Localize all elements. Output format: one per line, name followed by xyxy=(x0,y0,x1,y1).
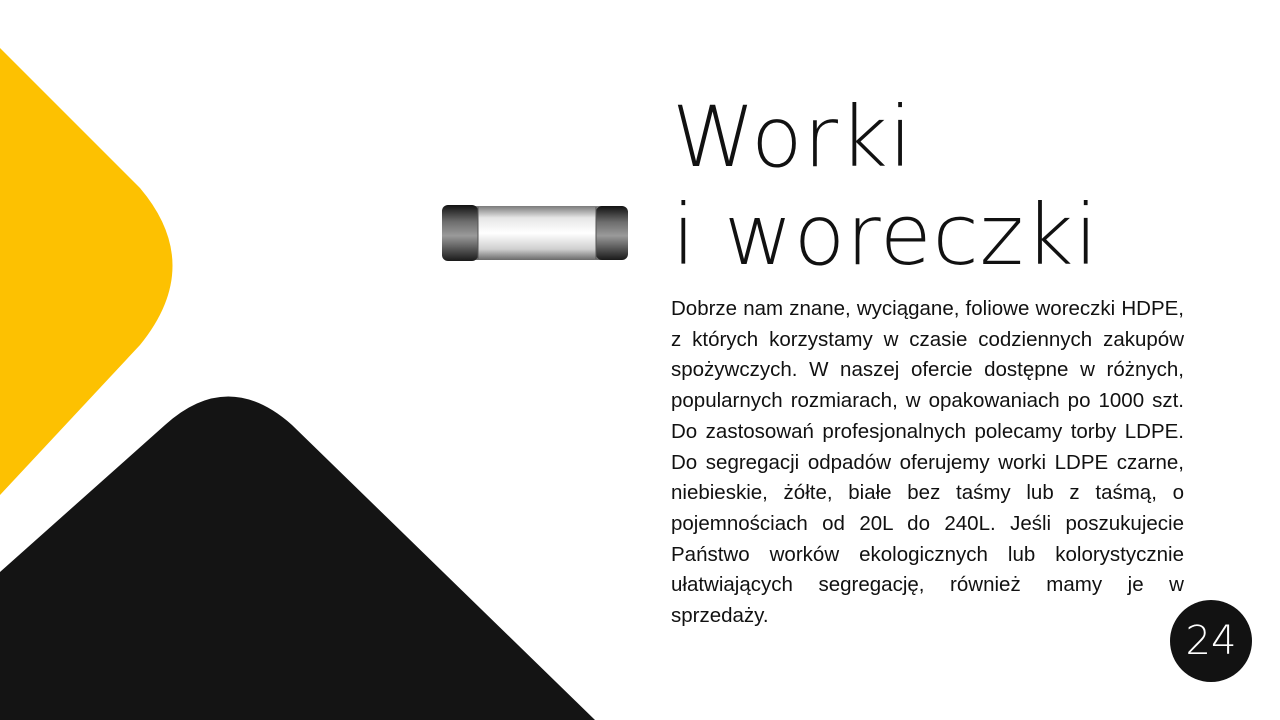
body-paragraph: Dobrze nam znane, wyciągane, foliowe woreczki HDPE, z których korzystamy w czasie codziennych zakupów spożywczych. W naszej ofercie dostępne w różnych, popularnych rozmiarach, w opakowaniach po 1000 szt. Do zastosowań profesjonalnych polecamy torby LDPE. Do segregacji odpadów oferujemy worki LDPE czarne, niebieskie, żółte, białe bez taśmy lub z taśmą, o pojemnościach od 20L do 240L. Jeśli poszukujecie Państwo worków ekologicznych lub kolorystycznie ułatwiających segregację, również mamy je w sprzedaży. xyxy=(671,297,1184,628)
yellow-shape xyxy=(0,48,173,495)
page-number: 24 xyxy=(1185,618,1237,664)
black-shape xyxy=(0,397,595,720)
page-number-badge xyxy=(1170,600,1252,682)
title-line-1: Worki xyxy=(672,88,914,186)
garbage-bag-roll-icon xyxy=(440,203,630,263)
slide-title xyxy=(672,88,1099,284)
title-line-2: i woreczki xyxy=(672,186,1099,284)
